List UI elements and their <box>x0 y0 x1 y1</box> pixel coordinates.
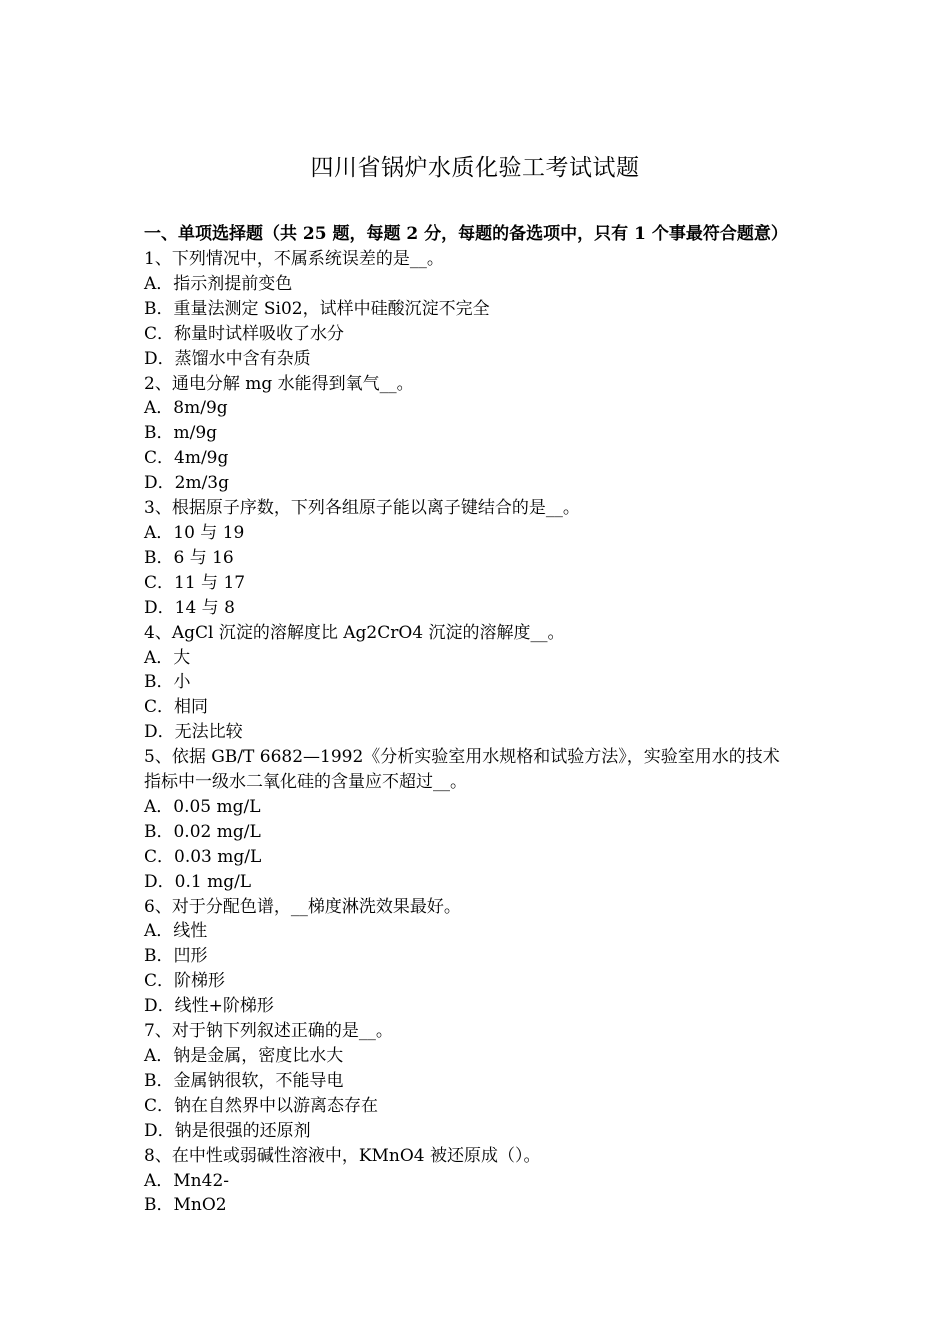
option-a: A．钠是金属，密度比水大 <box>144 1046 344 1066</box>
question-stem: 6、对于分配色谱，__梯度淋洗效果最好。 <box>144 896 461 917</box>
question-2 <box>144 372 810 497</box>
option-c: C．0.03 mg/L <box>144 846 262 867</box>
question-stem: 4、AgCl 沉淀的溶解度比 Ag2CrO4 沉淀的溶解度__。 <box>144 622 565 643</box>
question-stem: 2、通电分解 mg 水能得到氧气__。 <box>144 373 414 394</box>
option-b: B．小 <box>144 672 191 693</box>
question-1 <box>144 247 810 372</box>
option-c: C．阶梯形 <box>144 971 226 992</box>
option-b: B．金属钠很软，不能导电 <box>144 1070 344 1091</box>
option-c: C．4m/9g <box>144 448 229 469</box>
option-a: A．8m/9g <box>144 398 228 419</box>
option-a: A．大 <box>144 647 191 668</box>
question-stem-line-2: 指标中一级水二氧化硅的含量应不超过__。 <box>144 772 467 793</box>
question-5 <box>144 745 810 894</box>
question-7 <box>144 1019 810 1144</box>
option-c: C．相同 <box>144 697 209 718</box>
question-stem: 3、根据原子序数，下列各组原子能以离子键结合的是__。 <box>144 498 580 519</box>
option-b: B．凹形 <box>144 946 208 967</box>
option-d: D．0.1 mg/L <box>144 871 252 892</box>
document-body <box>144 222 810 1218</box>
option-c: C．钠在自然界中以游离态存在 <box>144 1095 379 1116</box>
option-c: C．11 与 17 <box>144 572 246 593</box>
document-title: 四川省锅炉水质化验工考试试题 <box>310 155 640 181</box>
option-d: D．14 与 8 <box>144 597 235 618</box>
option-b: B．6 与 16 <box>144 547 234 568</box>
question-3 <box>144 496 810 621</box>
question-stem: 7、对于钠下列叙述正确的是__。 <box>144 1021 393 1042</box>
question-stem: 8、在中性或弱碱性溶液中，KMnO4 被还原成（）。 <box>144 1145 541 1166</box>
option-d: D．线性+阶梯形 <box>144 996 274 1017</box>
question-6 <box>144 895 810 1020</box>
question-stem: 1、下列情况中，不属系统误差的是__。 <box>144 249 444 269</box>
section-heading: 一、单项选择题（共 25 题，每题 2 分，每题的备选项中，只有 1 个事最符合题意） <box>144 224 788 244</box>
option-d: D．钠是很强的还原剂 <box>144 1120 311 1141</box>
option-a: A．0.05 mg/L <box>144 796 261 817</box>
option-a: A．10 与 19 <box>144 522 245 543</box>
option-a: A．指示剂提前变色 <box>144 273 293 294</box>
question-stem-line-1: 5、依据 GB/T 6682—1992《分析实验室用水规格和试验方法》，实验室用水的技术 <box>144 747 780 768</box>
option-a: A．Mn42- <box>144 1170 230 1191</box>
option-d: D．无法比较 <box>144 722 243 743</box>
option-d: D．蒸馏水中含有杂质 <box>144 348 311 369</box>
option-c: C．称量时试样吸收了水分 <box>144 323 345 344</box>
option-b: B．m/9g <box>144 423 218 444</box>
option-b: B．MnO2 <box>144 1195 227 1216</box>
option-b: B．重量法测定 Si02，试样中硅酸沉淀不完全 <box>144 298 490 319</box>
question-4 <box>144 621 810 746</box>
option-a: A．线性 <box>144 921 208 942</box>
option-b: B．0.02 mg/L <box>144 821 261 842</box>
question-8 <box>144 1144 810 1219</box>
option-d: D．2m/3g <box>144 473 229 494</box>
